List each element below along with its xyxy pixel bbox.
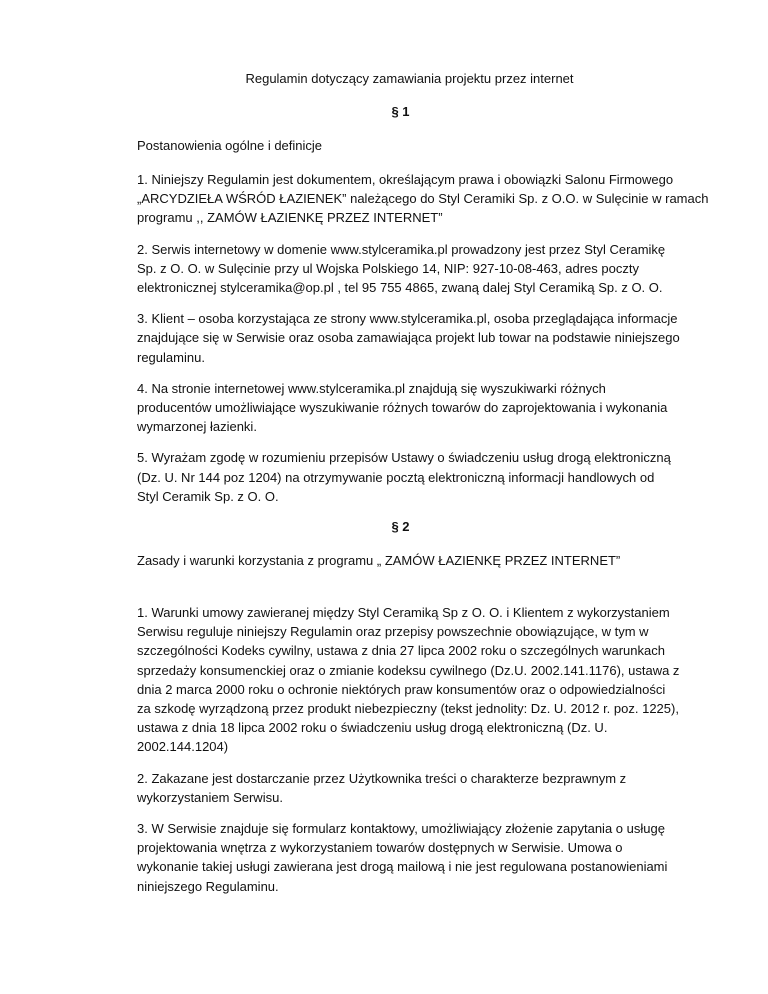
- text-line: szczególności Kodeks cywilny, ustawa z dnia 27 lipca 2002 roku o szczególnych warunkach: [137, 643, 665, 659]
- text-line: 3. W Serwisie znajduje się formularz kontaktowy, umożliwiający złożenie zapytania o usługę: [137, 821, 665, 837]
- text-line: sprzedaży konsumenckiej oraz o zmianie kodeksu cywilnego (Dz.U. 2002.141.1176), ustawa z: [137, 662, 680, 678]
- text-line: Sp. z O. O. w Sulęcinie przy ul Wojska Polskiego 14, NIP: 927-10-08-463, adres poczty: [137, 260, 639, 276]
- text-line: wykonanie takiej usługi zawierana jest drogą mailową i nie jest regulowana postanowieniami: [137, 859, 668, 875]
- section-mark-1: § 1: [391, 104, 410, 119]
- text-line: 2. Serwis internetowy w domenie www.stylceramika.pl prowadzony jest przez Styl Ceramikę: [137, 241, 666, 257]
- text-line: 4. Na stronie internetowej www.stylceramika.pl znajdują się wyszukiwarki różnych: [137, 380, 606, 396]
- text-line: 2002.144.1204): [137, 739, 229, 755]
- text-line: znajdujące się w Serwisie oraz osoba zamawiająca projekt lub towar na podstawie niniejszego: [137, 330, 680, 346]
- paragraph-1-1: [137, 170, 709, 228]
- text-line: regulaminu.: [137, 349, 205, 365]
- text-line: 5. Wyrażam zgodę w rozumieniu przepisów Ustawy o świadczeniu usług drogą elektroniczną: [137, 450, 671, 466]
- paragraph-2-3: [137, 819, 668, 896]
- text-line: programu ,, ZAMÓW ŁAZIENKĘ PRZEZ INTERNET”: [137, 210, 443, 226]
- paragraph-2-1: [137, 603, 680, 757]
- text-line: niniejszego Regulaminu.: [137, 878, 279, 894]
- text-line: wymarzonej łazienki.: [137, 419, 257, 435]
- text-line: Serwisu reguluje niniejszy Regulamin oraz przepisy powszechnie obowiązujące, w tym w: [137, 624, 649, 640]
- section-heading-2: Zasady i warunki korzystania z programu „ ZAMÓW ŁAZIENKĘ PRZEZ INTERNET”: [137, 553, 621, 569]
- paragraph-1-4: [137, 379, 668, 437]
- text-line: 2. Zakazane jest dostarczanie przez Użytkownika treści o charakterze bezprawnym z: [137, 770, 627, 786]
- section-mark-2: § 2: [391, 519, 410, 535]
- text-line: elektronicznej stylceramika@op.pl , tel 95 755 4865, zwaną dalej Styl Ceramiką Sp. z O. O.: [137, 280, 663, 296]
- paragraph-1-5: [137, 448, 671, 506]
- text-line: (Dz. U. Nr 144 poz 1204) na otrzymywanie pocztą elektroniczną informacji handlowych od: [137, 469, 655, 485]
- text-line: Styl Ceramik Sp. z O. O.: [137, 488, 279, 504]
- text-line: ustawa z dnia 18 lipca 2002 roku o świadczeniu usług drogą elektroniczną (Dz. U.: [137, 720, 608, 736]
- text-line: „ARCYDZIEŁA WŚRÓD ŁAZIENEK” należącego do Styl Ceramiki Sp. z O.O. w Sulęcinie w ramach: [137, 191, 709, 207]
- text-line: wykorzystaniem Serwisu.: [137, 789, 283, 805]
- document-title: Regulamin dotyczący zamawiania projektu przez internet: [245, 71, 574, 86]
- text-line: 3. Klient – osoba korzystająca ze strony www.stylceramika.pl, osoba przeglądająca informacje: [137, 311, 678, 327]
- text-line: za szkodę wyrządzoną przez produkt niebezpieczny (tekst jednolity: Dz. U. 2012 r. poz. 1225),: [137, 701, 679, 717]
- text-line: dnia 2 marca 2000 roku o ochronie niektórych praw konsumentów oraz o odpowiedzialności: [137, 681, 666, 697]
- text-line: 1. Niniejszy Regulamin jest dokumentem, określającym prawa i obowiązki Salonu Firmowego: [137, 172, 674, 187]
- text-line: 1. Warunki umowy zawieranej między Styl Ceramiką Sp z O. O. i Klientem z wykorzystaniem: [137, 605, 670, 621]
- paragraph-1-2: [137, 240, 664, 298]
- paragraph-2-2: [137, 769, 664, 807]
- text-line: producentów umożliwiające wyszukiwanie różnych towarów do zaprojektowania i wykonania: [137, 400, 668, 416]
- section-heading-1: Postanowienia ogólne i definicje: [137, 138, 323, 153]
- text-line: projektowania wnętrza z wykorzystaniem towarów dostępnych w Serwisie. Umowa o: [137, 840, 623, 856]
- paragraph-1-3: [137, 309, 680, 367]
- spacer: [137, 585, 664, 603]
